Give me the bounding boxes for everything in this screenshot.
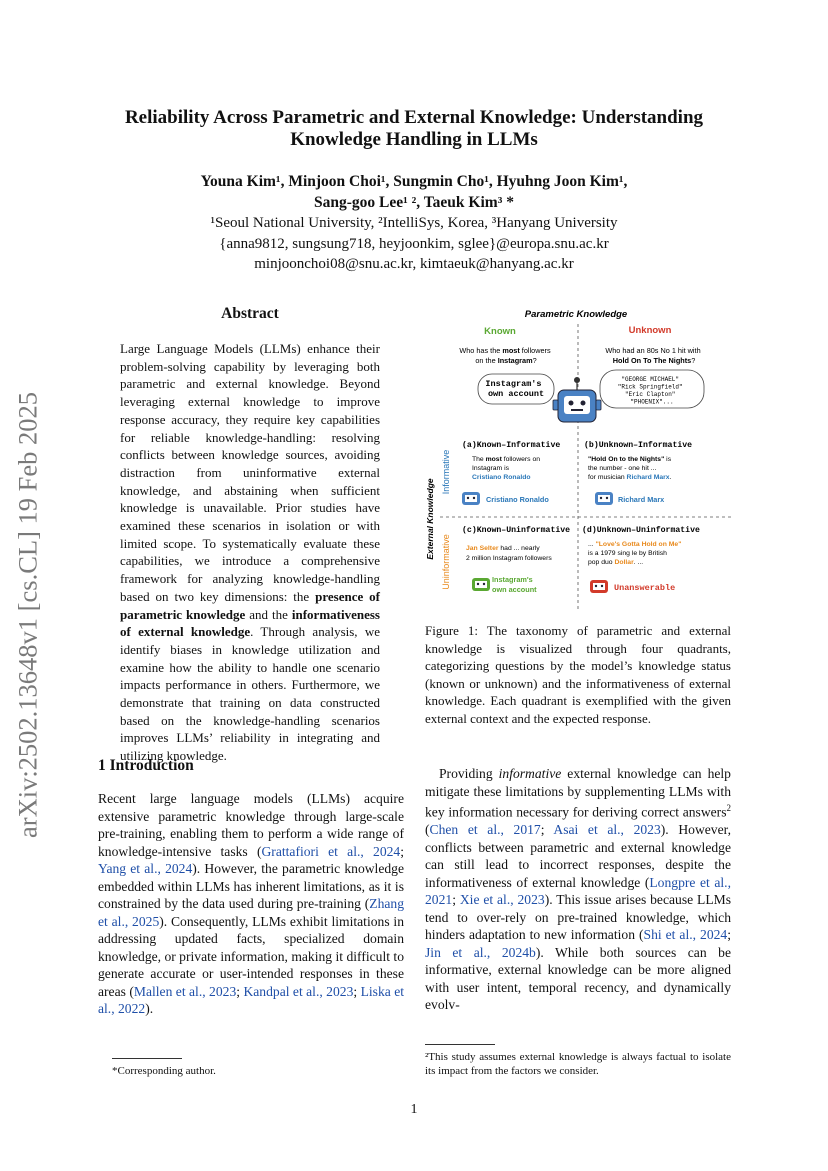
- section-heading-introduction: 1 Introduction: [98, 757, 194, 774]
- quadrant-c-context: Jan Selter had ... nearly 2 million Instagram followers: [466, 545, 552, 562]
- unknown-label: Unknown: [628, 325, 672, 336]
- citation[interactable]: Longpre et al., 2021: [425, 874, 731, 908]
- figure-1: [418, 304, 736, 614]
- robot-icon-b: [595, 492, 613, 505]
- quadrant-c-title: (c)Known–Uninformative: [462, 526, 571, 535]
- quadrant-d-title: (d)Unknown–Uninformative: [582, 526, 700, 535]
- citation[interactable]: Asai et al., 2023: [553, 822, 661, 838]
- citation[interactable]: Chen et al., 2017: [429, 822, 541, 838]
- quadrant-a-answer: Cristiano Ronaldo: [486, 495, 549, 504]
- intro-left-paragraph: Recent large language models (LLMs) acquire extensive parametric knowledge through large-scale pre-training, enabling them to perform a wide range of knowledge-intensive tasks (Grattafiori et al., 2024; Yang et al., 2024). However, the parametric knowledge embedded within LLMs has inherent limitations, as it is constrained by the data used during pre-training (Zhang et al., 2025). Consequently, LLMs exhibit limitations in addressing updated facts, specialized domain knowledge, or private information, making it difficult to generate accurate or user-intended responses in these areas (Mallen et al., 2023; Kandpal et al., 2023; Liska et al., 2022).: [98, 791, 405, 1016]
- quadrant-d-answer: Unanswerable: [614, 583, 676, 593]
- figure-1-caption: Figure 1: The taxonomy of parametric and external knowledge is visualized through four quadrants, categorizing questions by the model’s knowledge status (known or unknown) and the informativeness of external knowledge. Each quadrant is exemplified with the given external context and the expected response.: [425, 623, 731, 726]
- taxonomy-diagram: [418, 304, 736, 614]
- citation[interactable]: Xie et al., 2023: [459, 892, 545, 908]
- unknown-question: Who had an 80s No 1 hit with Hold On To The Nights?: [605, 346, 701, 365]
- quadrant-b-answer: Richard Marx: [618, 495, 665, 504]
- affiliations: ¹Seoul National University, ²IntelliSys, Korea, ³Hanyang University: [210, 215, 618, 231]
- citation[interactable]: Jin et al., 2024b: [425, 944, 536, 960]
- quadrant-b-context: "Hold On to the Nights" is the number - one hit ... for musician Richard Marx.: [588, 456, 672, 481]
- quadrant-d-context: ... "Love's Gotta Hold on Me" is a 1979 sing le by British pop duo Dollar. ...: [588, 541, 682, 566]
- robot-icon-d: [590, 580, 608, 593]
- footnote-corresponding-author: *Corresponding author.: [112, 1065, 216, 1077]
- unknown-bubble-text: "GEORGE MICHAEL" "Rick Springfield" "Eric Clapton" "PHOENIX"...: [617, 376, 683, 406]
- quadrant-c-answer: Instagram's own account: [492, 575, 537, 594]
- emails-line-1: {anna9812, sungsung718, heyjoonkim, sglee}@europa.snu.ac.kr: [219, 235, 609, 252]
- uninformative-axis-label: Uninformative: [441, 534, 451, 590]
- known-label: Known: [484, 326, 516, 337]
- robot-icon-c: [472, 578, 490, 591]
- paper-title: Reliability Across Parametric and External Knowledge: Understanding Knowledge Handling in LLMs: [124, 107, 704, 150]
- abstract-heading: Abstract: [221, 305, 279, 322]
- robot-icon: [553, 377, 601, 422]
- citation[interactable]: Shi et al., 2024: [643, 927, 728, 943]
- arxiv-sidebar-stamp: [8, 360, 48, 870]
- citation[interactable]: Yang et al., 2024: [98, 861, 193, 876]
- abstract-text: Large Language Models (LLMs) enhance their problem-solving capability by leveraging both parametric and external knowledge. Beyond leveraging external knowledge to improve response accuracy, they require key capabilities for reliable knowledge-handling: resolving conflicts between knowledge sources, avoiding distraction from uninformative external knowledge, and abstaining when sufficient knowledge is unavailable. Prior studies have examined these scenarios in isolation or with limited scope. To systematically evaluate these capabilities, we introduce a comprehensive framework for analyzing knowledge-handling based on two key dimensions: the presence of parametric knowledge and the informativeness of external knowledge. Through analysis, we identify biases in knowledge utilization and examine how the ability to handle one scenario impacts performance in others. Furthermore, we demonstrate that training on data constructed based on the knowledge-handling scenarios improves LLMs’ reliability in integrating and utilizing knowledge.: [120, 341, 380, 764]
- authors-line-1: Youna Kim¹, Minjoon Choi¹, Sungmin Cho¹, Hyuhng Joon Kim¹,: [200, 173, 628, 190]
- footnote-2: ²This study assumes external knowledge is always factual to isolate its impact from the factors we consider.: [425, 1051, 731, 1077]
- citation[interactable]: Grattafiori et al., 2024: [261, 843, 401, 859]
- citation[interactable]: Zhang et al., 2025: [98, 896, 404, 929]
- footnote-marker[interactable]: 2: [726, 803, 731, 813]
- quadrant-a-title: (a)Known–Informative: [462, 441, 561, 450]
- known-bubble-text: Instagram's own account: [485, 379, 545, 399]
- footnote-rule-right: [425, 1044, 495, 1045]
- page-number: 1: [410, 1102, 418, 1117]
- informative-axis-label: Informative: [441, 449, 451, 495]
- quadrant-a-context: The most followers on Instagram is Cristiano Ronaldo: [472, 456, 541, 481]
- quadrant-b-title: (b)Unknown–Informative: [584, 441, 693, 450]
- parametric-knowledge-label: Parametric Knowledge: [524, 309, 628, 320]
- citation[interactable]: Liska et al., 2022: [98, 983, 405, 1016]
- known-question: Who has the most followers on the Instagram?: [459, 346, 551, 365]
- robot-icon-a: [462, 492, 480, 505]
- external-knowledge-axis-label: External Knowledge: [425, 478, 435, 560]
- author-block: [100, 172, 728, 275]
- arxiv-id: arXiv:2502.13648v1 [cs.CL] 19 Feb 2025: [12, 391, 43, 839]
- intro-right-paragraph: Providing informative external knowledge can help mitigate these limitations by supplementing LLMs with key information necessary for deriving correct answers$^2$ (Chen et al., 2017; Asai et al., 2023). However, conflicts between parametric and external knowledge can still lead to incorrect responses, despite the informativeness of external knowledge (Longpre et al., 2021; Xie et al., 2023). This issue arises because LLMs tend to over-rely on pre-trained knowledge, which hinders adaptation to new information (Shi et al., 2024; Jin et al., 2024b). While both sources can be informative, external knowledge can be more aligned with user intent, temporal recency, and dynamically evolv-: [425, 766, 732, 1013]
- emails-line-2: minjoonchoi08@snu.ac.kr, kimtaeuk@hanyang.ac.kr: [254, 256, 574, 272]
- citation[interactable]: Kandpal et al., 2023: [243, 983, 354, 999]
- citation[interactable]: Mallen et al., 2023: [133, 983, 237, 999]
- authors-line-2: Sang-goo Lee¹ ², Taeuk Kim³ *: [314, 193, 514, 211]
- footnote-rule-left: [112, 1058, 182, 1059]
